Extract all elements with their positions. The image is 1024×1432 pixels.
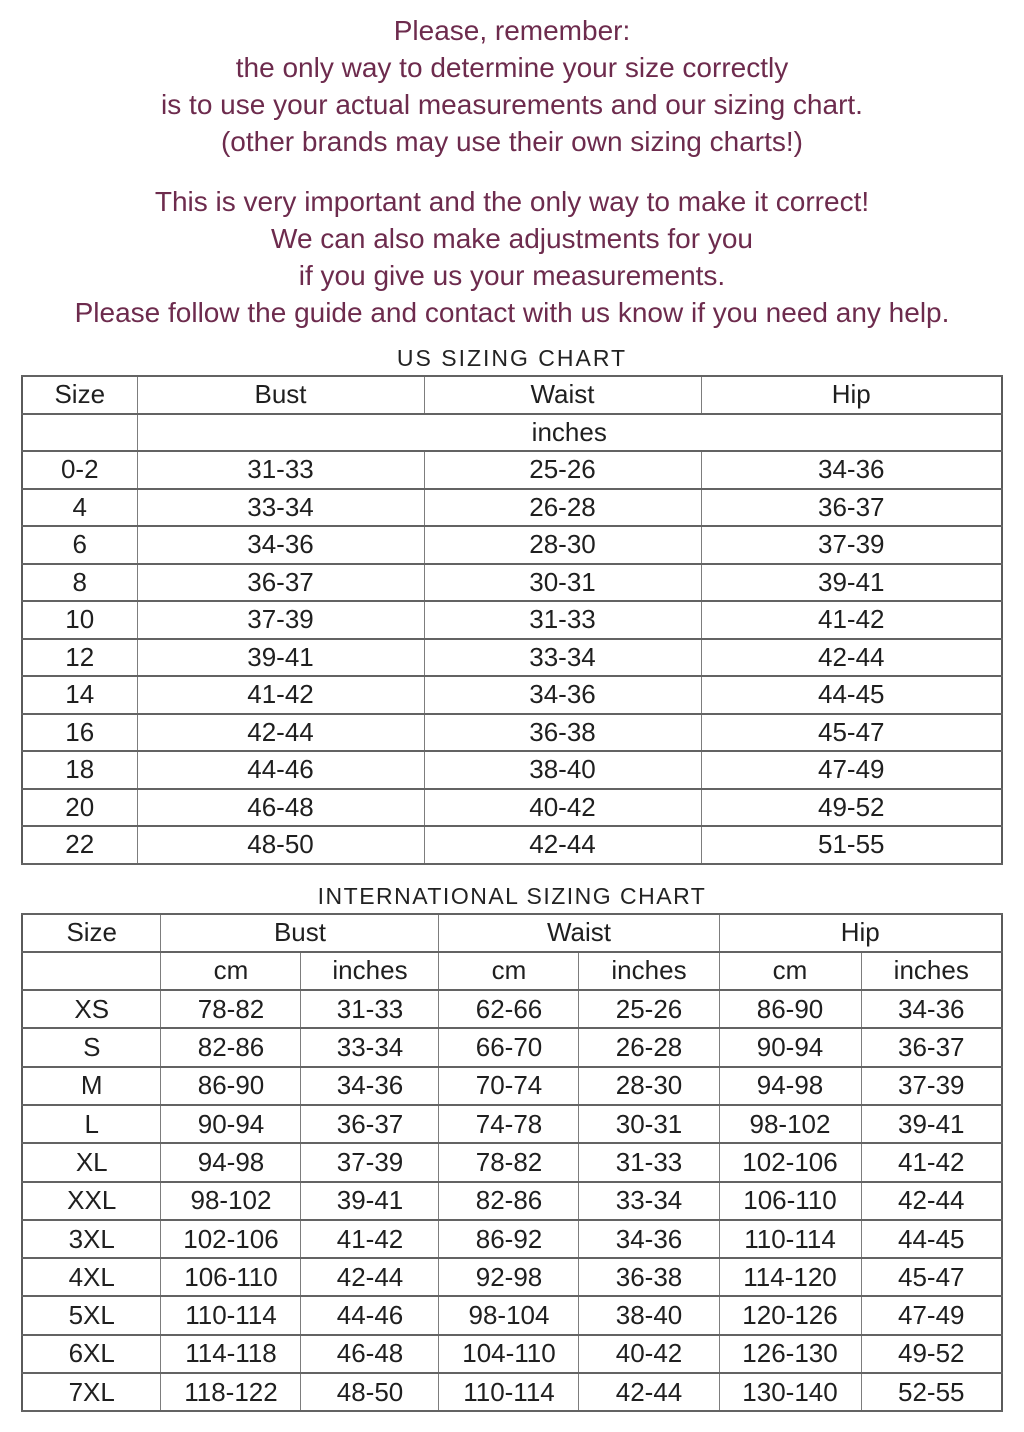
range-cell: 40-42 — [579, 1335, 719, 1373]
range-cell: 36-37 — [301, 1105, 439, 1143]
intro-line: Please, remember: — [393, 15, 631, 46]
range-cell: 33-34 — [301, 1028, 439, 1066]
column-header-hip: Hip — [701, 376, 1002, 414]
range-cell: 126-130 — [719, 1335, 861, 1373]
unit-label-bust-inches: inches — [301, 952, 439, 990]
size-cell: 3XL — [22, 1220, 161, 1258]
range-cell: 114-118 — [161, 1335, 301, 1373]
range-cell: 34-36 — [701, 451, 1002, 489]
range-cell: 62-66 — [439, 990, 579, 1028]
us-chart-title: US SIZING CHART — [396, 345, 628, 371]
intl-table-row — [22, 1105, 1002, 1143]
intl-chart-title: INTERNATIONAL SIZING CHART — [317, 882, 707, 909]
size-cell: 12 — [22, 639, 137, 677]
size-cell: 18 — [22, 751, 137, 789]
range-cell: 47-49 — [701, 751, 1002, 789]
range-cell: 38-40 — [424, 751, 701, 789]
range-cell: 34-36 — [424, 676, 701, 714]
size-cell: 0-2 — [22, 451, 137, 489]
us-table-row — [22, 601, 1002, 639]
us-table-row — [22, 451, 1002, 489]
range-cell: 25-26 — [424, 451, 701, 489]
range-cell: 26-28 — [579, 1028, 719, 1066]
intl-table-row — [22, 1220, 1002, 1258]
range-cell: 45-47 — [861, 1258, 1002, 1296]
range-cell: 38-40 — [579, 1296, 719, 1334]
range-cell: 28-30 — [579, 1067, 719, 1105]
column-header-bust: Bust — [137, 376, 424, 414]
range-cell: 42-44 — [579, 1373, 719, 1411]
unit-label: inches — [137, 414, 1002, 452]
intl-table-row — [22, 1182, 1002, 1220]
size-cell: L — [22, 1105, 161, 1143]
size-cell: 10 — [22, 601, 137, 639]
range-cell: 39-41 — [861, 1105, 1002, 1143]
column-header-waist: Waist — [439, 914, 719, 952]
range-cell: 102-106 — [161, 1220, 301, 1258]
range-cell: 66-70 — [439, 1028, 579, 1066]
range-cell: 82-86 — [161, 1028, 301, 1066]
range-cell: 44-45 — [861, 1220, 1002, 1258]
intl-table-row — [22, 1143, 1002, 1181]
intl-table-row — [22, 1373, 1002, 1411]
range-cell: 31-33 — [301, 990, 439, 1028]
us-table-row — [22, 751, 1002, 789]
range-cell: 31-33 — [424, 601, 701, 639]
range-cell: 39-41 — [137, 639, 424, 677]
range-cell: 92-98 — [439, 1258, 579, 1296]
size-cell: 6 — [22, 526, 137, 564]
column-header-hip: Hip — [719, 914, 1002, 952]
column-header-waist: Waist — [424, 376, 701, 414]
size-cell: S — [22, 1028, 161, 1066]
range-cell: 98-104 — [439, 1296, 579, 1334]
range-cell: 47-49 — [861, 1296, 1002, 1334]
range-cell: 70-74 — [439, 1067, 579, 1105]
range-cell: 25-26 — [579, 990, 719, 1028]
intro-line: We can also make adjustments for you — [271, 223, 753, 254]
range-cell: 33-34 — [424, 639, 701, 677]
us-table-row — [22, 564, 1002, 602]
column-header-size: Size — [22, 376, 137, 414]
range-cell: 98-102 — [161, 1182, 301, 1220]
range-cell: 31-33 — [137, 451, 424, 489]
size-cell: 20 — [22, 789, 137, 827]
range-cell: 33-34 — [579, 1182, 719, 1220]
range-cell: 31-33 — [579, 1143, 719, 1181]
us-table-row — [22, 526, 1002, 564]
intro-line: (other brands may use their own sizing charts!) — [220, 126, 804, 157]
intl-sizing-table — [21, 913, 1003, 1413]
size-cell: 4XL — [22, 1258, 161, 1296]
range-cell: 40-42 — [424, 789, 701, 827]
intro-text-block — [0, 0, 1024, 331]
size-cell: 8 — [22, 564, 137, 602]
range-cell: 33-34 — [137, 489, 424, 527]
range-cell: 37-39 — [701, 526, 1002, 564]
unit-label-hip-inches: inches — [861, 952, 1002, 990]
range-cell: 106-110 — [719, 1182, 861, 1220]
range-cell: 48-50 — [301, 1373, 439, 1411]
range-cell: 36-38 — [424, 714, 701, 752]
column-header-bust: Bust — [161, 914, 439, 952]
us-table-row — [22, 489, 1002, 527]
us-sizing-table — [21, 375, 1003, 865]
range-cell: 49-52 — [861, 1335, 1002, 1373]
unit-label-waist-inches: inches — [579, 952, 719, 990]
range-cell: 44-45 — [701, 676, 1002, 714]
range-cell: 102-106 — [719, 1143, 861, 1181]
range-cell: 52-55 — [861, 1373, 1002, 1411]
range-cell: 98-102 — [719, 1105, 861, 1143]
range-cell: 86-90 — [161, 1067, 301, 1105]
us-header-row — [22, 376, 1002, 414]
unit-label-waist-cm: cm — [439, 952, 579, 990]
intl-table-row — [22, 1258, 1002, 1296]
intl-table-row — [22, 1028, 1002, 1066]
range-cell: 110-114 — [719, 1220, 861, 1258]
range-cell: 36-37 — [861, 1028, 1002, 1066]
range-cell: 51-55 — [701, 826, 1002, 864]
range-cell: 110-114 — [161, 1296, 301, 1334]
unit-label-bust-cm: cm — [161, 952, 301, 990]
range-cell: 36-37 — [701, 489, 1002, 527]
range-cell: 37-39 — [137, 601, 424, 639]
range-cell: 37-39 — [861, 1067, 1002, 1105]
intl-table-row — [22, 1296, 1002, 1334]
range-cell: 46-48 — [137, 789, 424, 827]
size-cell: XL — [22, 1143, 161, 1181]
range-cell: 42-44 — [301, 1258, 439, 1296]
intro-line: This is very important and the only way to make it correct! — [154, 186, 870, 217]
range-cell: 39-41 — [701, 564, 1002, 602]
column-header-size: Size — [22, 914, 161, 952]
intro-line: Please follow the guide and contact with us know if you need any help. — [74, 297, 950, 328]
size-cell: 6XL — [22, 1335, 161, 1373]
range-cell: 82-86 — [439, 1182, 579, 1220]
intro-line: the only way to determine your size correctly — [235, 52, 789, 83]
size-cell: XS — [22, 990, 161, 1028]
range-cell: 86-90 — [719, 990, 861, 1028]
range-cell: 46-48 — [301, 1335, 439, 1373]
range-cell: 34-36 — [301, 1067, 439, 1105]
us-table-row — [22, 676, 1002, 714]
range-cell: 49-52 — [701, 789, 1002, 827]
range-cell: 41-42 — [701, 601, 1002, 639]
range-cell: 44-46 — [137, 751, 424, 789]
range-cell: 120-126 — [719, 1296, 861, 1334]
range-cell: 30-31 — [579, 1105, 719, 1143]
range-cell: 36-38 — [579, 1258, 719, 1296]
range-cell: 74-78 — [439, 1105, 579, 1143]
range-cell: 94-98 — [719, 1067, 861, 1105]
range-cell: 78-82 — [161, 990, 301, 1028]
range-cell: 36-37 — [137, 564, 424, 602]
range-cell: 44-46 — [301, 1296, 439, 1334]
range-cell: 106-110 — [161, 1258, 301, 1296]
range-cell: 45-47 — [701, 714, 1002, 752]
range-cell: 42-44 — [861, 1182, 1002, 1220]
intl-table-row — [22, 990, 1002, 1028]
range-cell: 90-94 — [161, 1105, 301, 1143]
range-cell: 34-36 — [579, 1220, 719, 1258]
range-cell: 110-114 — [439, 1373, 579, 1411]
range-cell: 130-140 — [719, 1373, 861, 1411]
size-cell: 5XL — [22, 1296, 161, 1334]
unit-row-empty-cell — [22, 952, 161, 990]
us-unit-row — [22, 414, 1002, 452]
range-cell: 37-39 — [301, 1143, 439, 1181]
range-cell: 118-122 — [161, 1373, 301, 1411]
range-cell: 86-92 — [439, 1220, 579, 1258]
size-cell: 14 — [22, 676, 137, 714]
range-cell: 41-42 — [301, 1220, 439, 1258]
unit-row-empty-cell — [22, 414, 137, 452]
intl-unit-row — [22, 952, 1002, 990]
range-cell: 114-120 — [719, 1258, 861, 1296]
intro-line: is to use your actual measurements and our sizing chart. — [161, 89, 863, 120]
size-cell: 7XL — [22, 1373, 161, 1411]
us-table-row — [22, 714, 1002, 752]
intro-line: if you give us your measurements. — [298, 260, 726, 291]
range-cell: 26-28 — [424, 489, 701, 527]
range-cell: 48-50 — [137, 826, 424, 864]
us-table-row — [22, 789, 1002, 827]
range-cell: 34-36 — [137, 526, 424, 564]
range-cell: 42-44 — [424, 826, 701, 864]
range-cell: 41-42 — [861, 1143, 1002, 1181]
paragraph-gap — [0, 160, 1024, 183]
intl-table-row — [22, 1067, 1002, 1105]
size-cell: 4 — [22, 489, 137, 527]
size-cell: 16 — [22, 714, 137, 752]
range-cell: 30-31 — [424, 564, 701, 602]
range-cell: 34-36 — [861, 990, 1002, 1028]
range-cell: 28-30 — [424, 526, 701, 564]
range-cell: 39-41 — [301, 1182, 439, 1220]
unit-label-hip-cm: cm — [719, 952, 861, 990]
size-cell: M — [22, 1067, 161, 1105]
us-table-row — [22, 826, 1002, 864]
range-cell: 78-82 — [439, 1143, 579, 1181]
range-cell: 94-98 — [161, 1143, 301, 1181]
range-cell: 42-44 — [701, 639, 1002, 677]
us-table-row — [22, 639, 1002, 677]
range-cell: 104-110 — [439, 1335, 579, 1373]
intl-header-row — [22, 914, 1002, 952]
range-cell: 42-44 — [137, 714, 424, 752]
size-cell: 22 — [22, 826, 137, 864]
range-cell: 90-94 — [719, 1028, 861, 1066]
size-cell: XXL — [22, 1182, 161, 1220]
intl-table-row — [22, 1335, 1002, 1373]
range-cell: 41-42 — [137, 676, 424, 714]
